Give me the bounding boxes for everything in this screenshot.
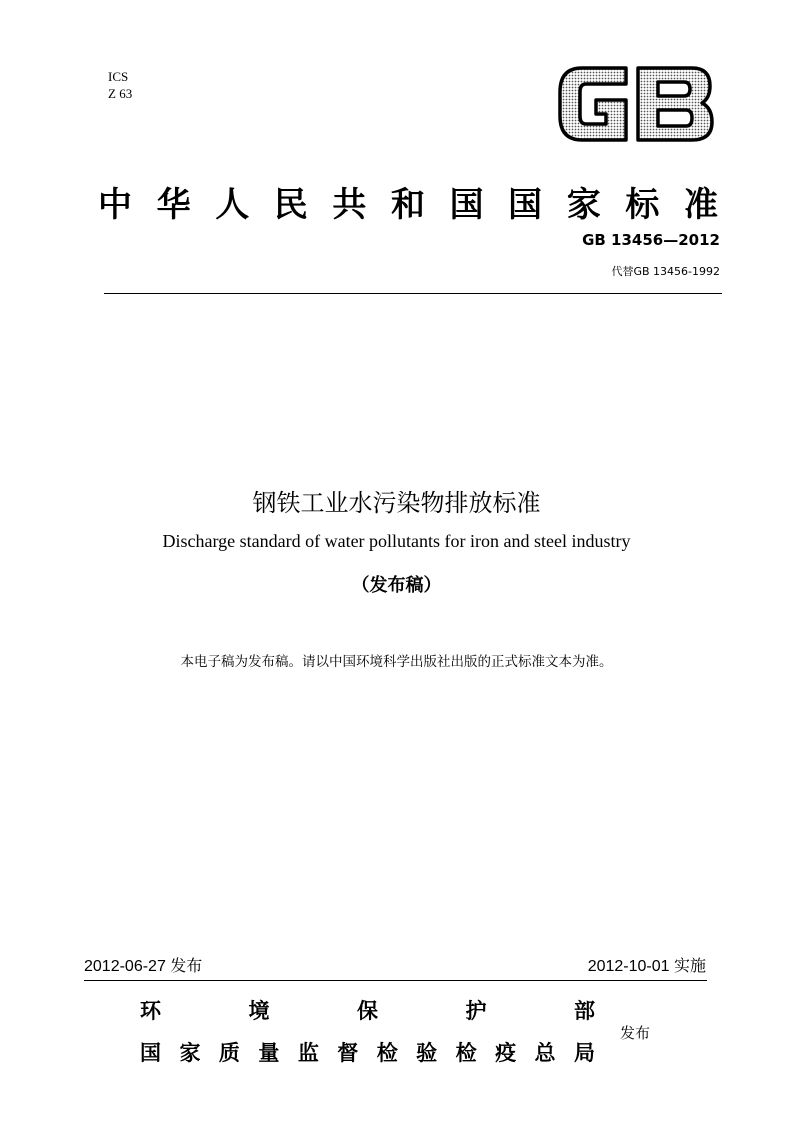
ics-code <box>108 68 132 102</box>
heading-char: 准 <box>683 184 718 225</box>
heading-char: 国 <box>508 184 543 225</box>
authority-char: 质 <box>218 1041 240 1065</box>
authority-char: 护 <box>465 999 487 1023</box>
heading-char: 家 <box>566 184 601 225</box>
authority-ministry <box>140 994 595 1026</box>
heading-char: 标 <box>625 184 660 225</box>
national-standard-heading <box>98 176 718 226</box>
heading-char: 中 <box>98 184 132 225</box>
authority-char: 验 <box>416 1041 438 1065</box>
top-divider <box>104 293 722 294</box>
implementation-date: 2012-10-01 实施 <box>587 958 706 975</box>
gb-logo-icon <box>556 62 716 146</box>
authority-char: 局 <box>573 1041 595 1065</box>
authority-char: 量 <box>258 1041 280 1065</box>
authority-char: 总 <box>534 1041 556 1065</box>
publish-label: 发布 <box>620 1024 651 1042</box>
authority-aqsiq <box>140 1036 595 1068</box>
standard-number: GB 13456—2012 <box>582 231 720 249</box>
authority-char: 检 <box>455 1041 477 1065</box>
issue-date: 2012-06-27 发布 <box>84 958 203 975</box>
authority-char: 境 <box>248 999 270 1023</box>
heading-char: 国 <box>449 184 484 225</box>
draft-label: （发布稿） <box>351 575 442 596</box>
heading-char: 共 <box>332 184 367 225</box>
authority-char: 督 <box>337 1041 359 1065</box>
authority-char: 监 <box>297 1041 319 1065</box>
document-title-cn: 钢铁工业水污染物排放标准 <box>252 489 541 517</box>
heading-char: 人 <box>215 184 250 225</box>
heading-char: 民 <box>273 184 308 225</box>
bottom-divider <box>84 980 707 981</box>
heading-char: 华 <box>156 184 191 225</box>
authority-char: 疫 <box>495 1041 517 1065</box>
authority-char: 家 <box>179 1041 201 1065</box>
authority-char: 部 <box>574 999 595 1023</box>
authority-char: 检 <box>376 1041 398 1065</box>
authority-char: 国 <box>140 1041 161 1065</box>
authority-char: 环 <box>140 999 161 1023</box>
ics-label: ICS <box>108 69 129 84</box>
document-title-en: Discharge standard of water pollutants for iron and steel industry <box>162 531 631 551</box>
notice-text: 本电子稿为发布稿。请以中国环境科学出版社出版的正式标准文本为准。 <box>180 654 613 670</box>
classification-code: Z 63 <box>108 86 133 101</box>
heading-char: 和 <box>390 184 425 225</box>
authority-char: 保 <box>357 999 378 1023</box>
replaces-standard: 代替GB 13456-1992 <box>611 265 720 278</box>
